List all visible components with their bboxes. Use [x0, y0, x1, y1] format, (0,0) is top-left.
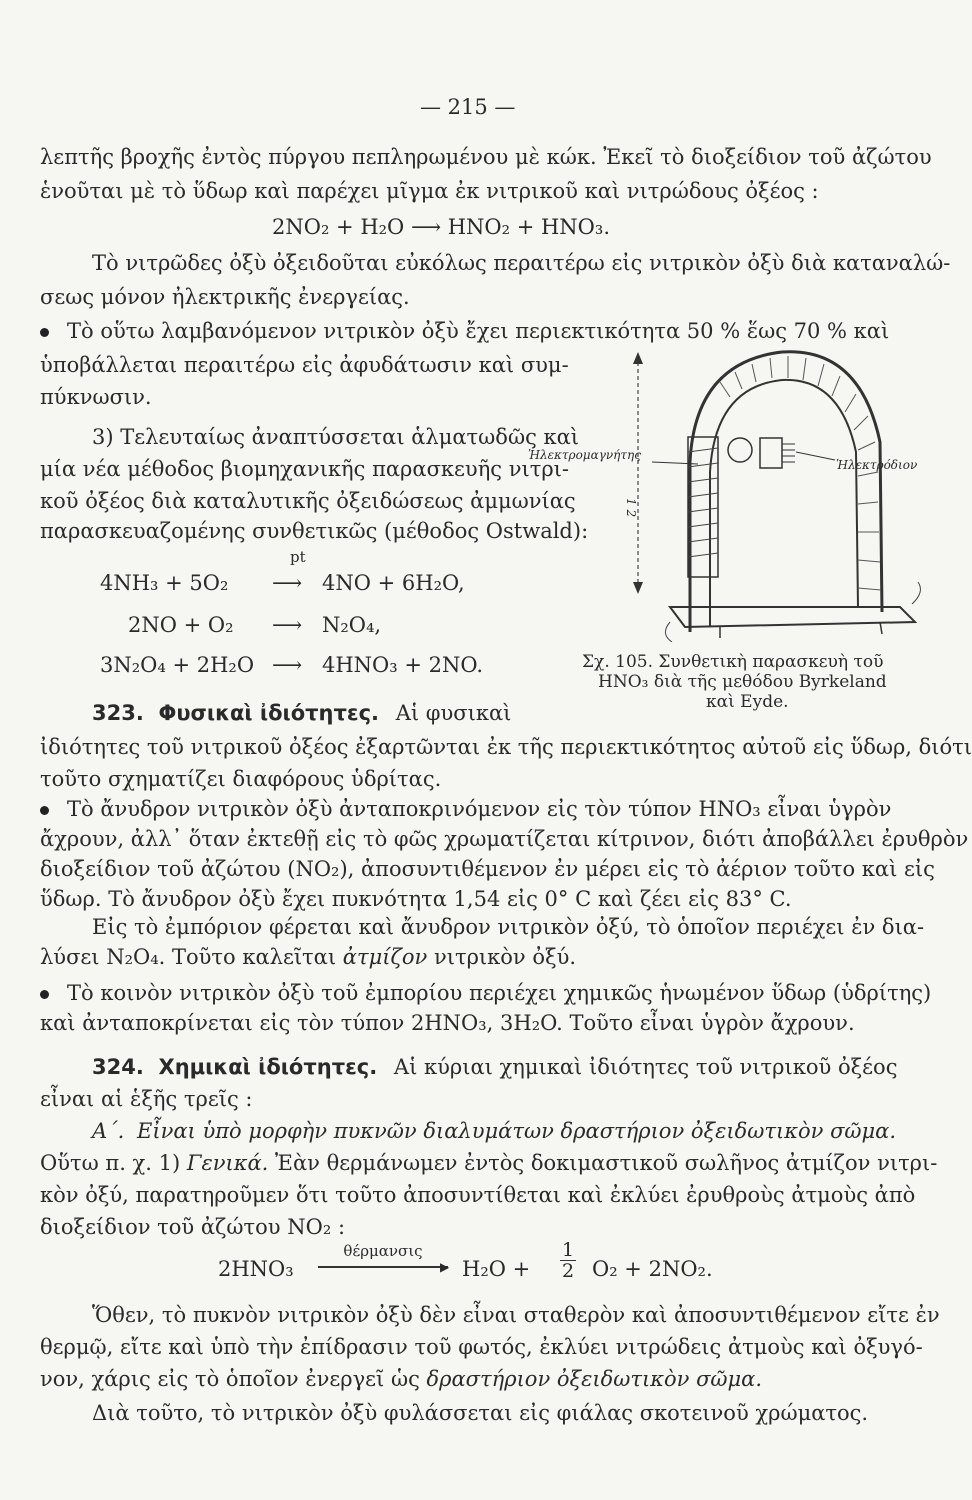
arrow-down-icon — [633, 582, 643, 594]
text-line: ὑποβάλλεται περαιτέρω εἰς ἀφυδάτωσιν καὶ συμ- — [40, 353, 569, 377]
text-line: καὶ ἀνταποκρίνεται εἰς τὸν τύπον 2HNO₃, 3H₂O. Τοῦτο εἶναι ὑγρὸν ἄχρουν. — [40, 1011, 855, 1035]
section-number: 324. — [92, 1055, 144, 1079]
text-line: Εἰς τὸ ἐμπόριον φέρεται καὶ ἄνυδρον νιτρικὸν ὀξύ, τὸ ὁποῖον περιέχει ἐν δια- — [92, 915, 925, 939]
bullet-icon — [40, 806, 49, 815]
text-line: διοξείδιον τοῦ ἀζώτου (NO₂), ἀποσυντιθέμενον ἐν μέρει εἰς τὸ ἀέριον τοῦτο καὶ εἰς — [40, 857, 935, 881]
text-line: Αἱ φυσικαὶ — [395, 701, 512, 725]
figure-caption-line: καὶ Eyde. — [706, 692, 789, 712]
text-line: νον, χάρις εἰς τὸ ὁποῖον ἐνεργεῖ ὡς δραστήριον ὀξειδωτικὸν σῶμα. — [40, 1367, 763, 1391]
equation-left: 4NH₃ + 5O₂ — [100, 571, 229, 595]
text-line: ὕδωρ. Τὸ ἄνυδρον ὀξὺ ἔχει πυκνότητα 1,54 εἰς 0° C καὶ ζέει εἰς 83° C. — [40, 887, 792, 911]
text-line: Ὅθεν, τὸ πυκνὸν νιτρικὸν ὀξὺ δὲν εἶναι σταθερὸν καὶ ἀποσυντιθέμενον εἴτε ἐν — [92, 1303, 940, 1327]
section-title: Χημικαὶ ἰδιότητες. — [158, 1055, 378, 1079]
equation: 2NO₂ + H₂O ⟶ HNO₂ + HNO₃. — [272, 215, 610, 239]
figure-caption-line: HNO₃ διὰ τῆς μεθόδου Byrkeland — [598, 672, 887, 692]
text-line: διοξείδιον τοῦ ἀζώτου NO₂ : — [40, 1215, 346, 1239]
equation-mid: H₂O + — [462, 1257, 531, 1281]
figure-label-electrode: Ἠλεκτρόδιον — [836, 458, 918, 472]
catalyst-label: pt — [290, 548, 306, 566]
text-line: 3) Τελευταίως ἀναπτύσσεται ἁλματωδῶς καὶ — [92, 425, 580, 449]
lead-wire — [665, 622, 672, 642]
arrow-icon: ⟶ — [272, 653, 303, 677]
coil-windings — [688, 448, 718, 557]
text-line: Τὸ νιτρῶδες ὀξὺ ὀξειδοῦται εὐκόλως περαιτέρω εἰς νιτρικὸν ὀξὺ διὰ καταναλώ- — [92, 251, 951, 275]
text-line: εἶναι αἱ ἑξῆς τρεῖς : — [40, 1087, 253, 1111]
text-line: πύκνωσιν. — [40, 385, 152, 409]
equation-right: N₂O₄, — [322, 613, 382, 637]
text-line: Αἱ κύριαι χημικαὶ ἰδιότητες τοῦ νιτρικοῦ ὀξέος — [393, 1055, 898, 1079]
apparatus-base — [670, 607, 915, 627]
text-line: λεπτῆς βροχῆς ἐντὸς πύργου πεπληρωμένου μὲ κώκ. Ἐκεῖ τὸ διοξείδιον τοῦ ἀζώτου — [40, 145, 932, 169]
equation-right: O₂ + 2NO₂. — [592, 1257, 713, 1281]
arrow-label: θέρμανσις — [343, 1242, 423, 1260]
arrow-icon: ⟶ — [272, 571, 303, 595]
apparatus-figure — [520, 342, 960, 642]
fraction: $\frac{1}{2}$ — [562, 1239, 575, 1282]
arrow-icon: ⟶ — [272, 613, 303, 637]
ring-outer — [690, 352, 882, 632]
text-line: ἑνοῦται μὲ τὸ ὕδωρ καὶ παρέχει μῖγμα ἐκ νιτρικοῦ καὶ νιτρώδους ὀξέος : — [40, 179, 819, 203]
text-line: κὸν ὀξύ, παρατηροῦμεν ὅτι τοῦτο ἀποσυντίθεται καὶ ἐκλύει ἐρυθροὺς ἀτμοὺς ἀπὸ — [40, 1183, 916, 1207]
text-line: παρασκευαζομένης συνθετικῶς (μέθοδος Ostwald): — [40, 519, 589, 543]
bullet-icon — [40, 990, 49, 999]
text-line: Οὕτω π. χ. 1) Γενικά. Ἐὰν θερμάνωμεν ἐντὸς δοκιμαστικοῦ σωλῆνος ἀτμίζον νιτρι- — [40, 1151, 938, 1175]
text-line: Α΄. Εἶναι ὑπὸ μορφὴν πυκνῶν διαλυμάτων δραστήριον ὀξειδωτικὸν σῶμα. — [92, 1119, 897, 1143]
arrow-up-icon — [633, 352, 643, 364]
text-line: Διὰ τοῦτο, τὸ νιτρικὸν ὀξὺ φυλάσσεται εἰς φιάλας σκοτεινοῦ χρώματος. — [92, 1401, 869, 1425]
text-line: Τὸ οὕτω λαμβανόμενον νιτρικὸν ὀξὺ ἔχει περιεκτικότητα 50 % ἕως 70 % καὶ — [40, 318, 889, 344]
text-line: τοῦτο σχηματίζει διαφόρους ὑδρίτας. — [40, 767, 442, 791]
equation-left: 2NO + O₂ — [128, 613, 234, 637]
figure-label-electromagnet: Ἠλεκτρομαγνήτης — [528, 448, 641, 462]
ring-inner — [710, 380, 858, 627]
bullet-icon — [40, 328, 49, 337]
electrode-screw — [782, 444, 795, 462]
text-line: μία νέα μέθοδος βιομηχανικῆς παρασκευῆς νιτρι- — [40, 457, 569, 481]
text-line: ἰδιότητες τοῦ νιτρικοῦ ὀξέος ἐξαρτῶνται ἐκ τῆς περιεκτικότητος αὐτοῦ εἰς ὕδωρ, διότι — [40, 735, 972, 759]
equation-left: 2HNO₃ — [218, 1257, 294, 1281]
section-title: Φυσικαὶ ἰδιότητες. — [158, 701, 380, 725]
figure-label-dimension: 1 2 — [624, 498, 638, 518]
text-line: Τὸ κοινὸν νιτρικὸν ὀξὺ τοῦ ἐμπορίου περιέχει χημικῶς ἡνωμένον ὕδωρ (ὑδρίτης) — [40, 980, 931, 1006]
text-line: Τὸ ἄνυδρον νιτρικὸν ὀξὺ ἀνταποκρινόμενον εἰς τὸν τύπον HNO₃ εἶναι ὑγρὸν — [40, 796, 891, 822]
figure-caption-line: Σχ. 105. Συνθετικὴ παρασκευὴ τοῦ — [582, 652, 884, 672]
section-number: 323. — [92, 701, 144, 725]
label-leader — [796, 452, 835, 460]
page-number: — 215 — — [420, 95, 516, 119]
electrode-disc — [728, 438, 752, 462]
text-line: σεως μόνον ἠλεκτρικῆς ἐνεργείας. — [40, 285, 410, 309]
text-line: θερμῷ, εἴτε καὶ ὑπὸ τὴν ἐπίδρασιν τοῦ φωτός, ἐκλύει νιτρώδεις ἀτμοὺς καὶ ὀξυγό- — [40, 1335, 923, 1359]
equation-right: 4HNO₃ + 2NO. — [322, 653, 484, 677]
section-324-heading — [92, 1054, 897, 1080]
base-leg — [880, 622, 882, 634]
equation-right: 4NO + 6H₂O, — [322, 571, 465, 595]
equation-left: 3N₂O₄ + 2H₂O — [100, 653, 255, 677]
arrow-head-icon: ▶ — [440, 1260, 450, 1274]
lead-wire — [912, 582, 920, 604]
text-line: κοῦ ὀξέος διὰ καταλυτικῆς ὀξειδώσεως ἀμμωνίας — [40, 489, 576, 513]
text-line: ἄχρουν, ἀλλ᾽ ὅταν ἐκτεθῇ εἰς τὸ φῶς χρωματίζεται κίτρινον, διότι ἀποβάλλει ἐρυθρὸν — [40, 827, 969, 851]
text-line: λύσει N₂O₄. Τοῦτο καλεῖται ἀτμίζον νιτρικὸν ὀξύ. — [40, 945, 577, 969]
section-323-heading — [92, 700, 511, 726]
electrode-holder — [760, 438, 782, 468]
long-arrow-icon — [318, 1266, 448, 1268]
